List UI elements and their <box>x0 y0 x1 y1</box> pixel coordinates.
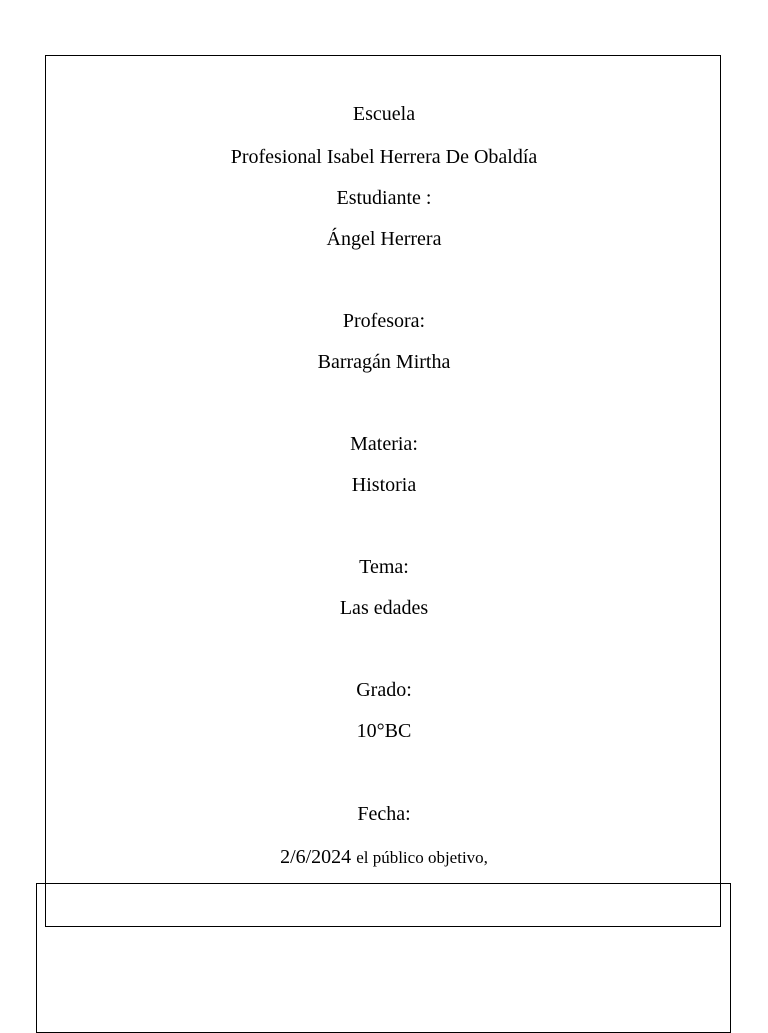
school-name: Profesional Isabel Herrera De Obaldía <box>230 146 538 168</box>
date-value: 2/6/2024 <box>280 846 352 868</box>
teacher-name: Barragán Mirtha <box>317 351 451 373</box>
teacher-label: Profesora: <box>342 310 426 332</box>
date-suffix: el público objetivo, <box>356 848 488 867</box>
date-line <box>0 845 768 870</box>
subject-label: Materia: <box>350 433 418 455</box>
next-page-border <box>36 883 731 1033</box>
topic-label: Tema: <box>359 556 409 578</box>
grade-label: Grado: <box>356 679 412 701</box>
student-label: Estudiante : <box>336 187 432 209</box>
subject-name: Historia <box>351 474 417 496</box>
topic-name: Las edades <box>339 597 429 619</box>
school-label: Escuela <box>352 103 416 125</box>
grade-value: 10°BC <box>356 720 412 742</box>
student-name: Ángel Herrera <box>326 228 442 250</box>
date-label: Fecha: <box>357 803 411 825</box>
